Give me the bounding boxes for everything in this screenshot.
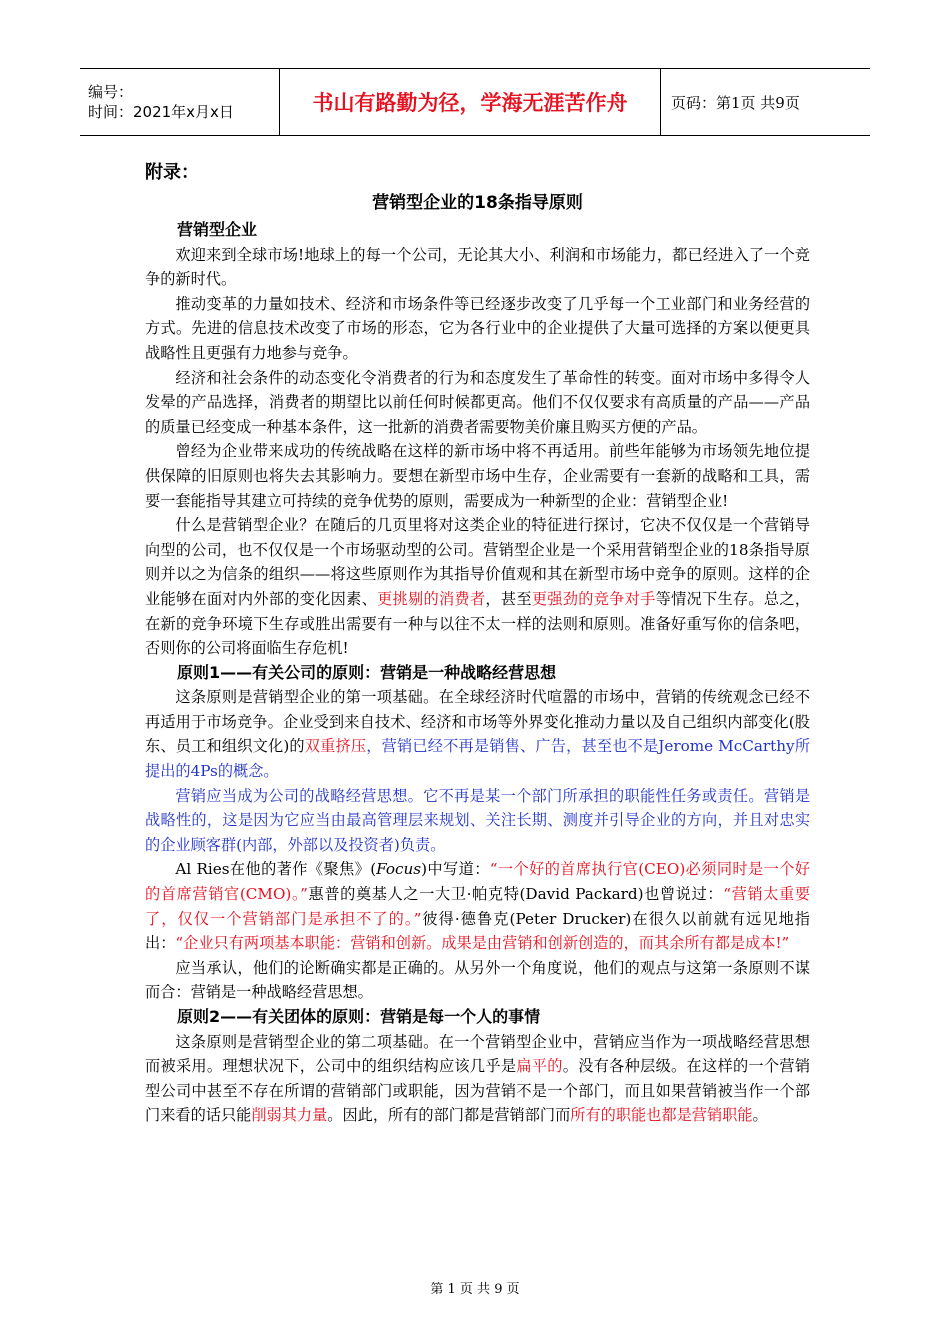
principle-1-paragraph-2: 营销应当成为公司的战略经营思想。它不再是某一个部门所承担的职能性任务或责任。营销是战略性的，这是因为它应当由最高管理层来规划、关注长期、测度并引导企业的方向，并且对忠实的企业顾客群(内部，外部以及投资者)负责。 [145, 786, 810, 854]
principle-2-heading: 原则2——有关团体的原则：营销是每一个人的事情 [177, 1007, 541, 1026]
page-footer: 第 1 页 共 9 页 [430, 1282, 520, 1297]
text-run: 。因此，所有的部门都是营销部门而 [327, 1106, 571, 1125]
highlight-red: 更挑剔的消费者 [377, 589, 486, 608]
quote-red: “一个好的首席执行官(CEO)必须同时是一个好的首席营销官(CMO)。” [145, 860, 810, 904]
text-run: )中写道： [421, 860, 490, 879]
appendix-label: 附录： [145, 162, 199, 183]
header-motto: 书山有路勤为径，学海无涯苦作舟 [280, 69, 661, 135]
principle-1-paragraph-1 [145, 685, 810, 783]
principle-1-heading: 原则1——有关公司的原则：营销是一种战略经营思想 [177, 662, 557, 682]
text-run: ， [366, 737, 382, 756]
page-header [80, 68, 870, 136]
text-run: 彼得·德鲁克(Peter Drucker)在很久以前就有远见地指出： [145, 909, 810, 953]
header-page-info: 页码：第1页 共9页 [671, 93, 800, 112]
text-run: 什么是营销型企业？在随后的几页里将对这类企业的特征进行探讨，它决不仅仅是一个营销导向型的公司，也不仅仅是一个市场驱动型的公司。营销型企业是一个采用营销型企业的18条指导原则并以之为信条的组织——将这些原则作为其指导价值观和其在新型市场中竞争的原则。这样的企业能够在面对内外部的变化因素、 [145, 516, 810, 608]
highlight-red: 扁平的 [516, 1057, 563, 1076]
principle-2-paragraph-1 [145, 1030, 810, 1128]
header-meta [80, 69, 280, 135]
intro-paragraph-4: 曾经为企业带来成功的传统战略在这样的新市场中将不再适用。前些年能够为市场领先地位提供保障的旧原则也将失去其影响力。要想在新型市场中生存，企业需要有一套新的战略和工具，需要一套能指导其建立可持续的竞争优势的原则，需要成为一种新型的企业：营销型企业! [145, 442, 810, 510]
time-label: 时间：2021年x月x日 [88, 103, 234, 121]
document-body [145, 158, 810, 1128]
text-run: Al Ries在他的著作《聚焦》( [175, 860, 377, 879]
text-run: 等情况下生存。总之，在新的竞争环境下生存或胜出需要有一种与以往不太一样的法则和原则。准备好重写你的信条吧，否则你的公司将面临生存危机! [145, 589, 811, 658]
quote-red: “营销太重要了，仅仅一个营销部门是承担不了的。” [145, 885, 811, 928]
intro-paragraph-1: 欢迎来到全球市场!地球上的每一个公司，无论其大小、利润和市场能力，都已经进入了一个竞争的新时代。 [145, 245, 810, 289]
text-run: 惠普的奠基人之一大卫·帕克特(David Packard)也曾说过： [307, 885, 724, 904]
highlight-blue: 营销已经不再是销售、广告，甚至也不是Jerome McCarthy所提出的4Ps的概念。 [145, 737, 811, 781]
section-heading: 营销型企业 [177, 220, 258, 239]
principle-1-paragraph-4: 应当承认，他们的论断确实都是正确的。从另外一个角度说，他们的观点与这第一条原则不谋而合：营销是一种战略经营思想。 [145, 958, 810, 1002]
text-run: 这条原则是营销型企业的第二项基础。在一个营销型企业中，营销应当作为一项战略经营思想而被采用。理想状况下，公司中的组织结构应该几乎是 [145, 1032, 810, 1076]
principle-1-paragraph-3 [145, 857, 810, 955]
intro-paragraph-2: 推动变革的力量如技术、经济和市场条件等已经逐步改变了几乎每一个工业部门和业务经营的方式。先进的信息技术改变了市场的形态，它为各行业中的企业提供了大量可选择的方案以便更具战略性且更强有力地参与竞争。 [145, 294, 810, 362]
number-label: 编号： [88, 83, 134, 101]
highlight-red: 更强劲的竞争对手 [531, 589, 656, 608]
intro-paragraph-3: 经济和社会条件的动态变化令消费者的行为和态度发生了革命性的转变。面对市场中多得令人发晕的产品选择，消费者的期望比以前任何时候都更高。他们不仅仅要求有高质量的产品——产品的质量已经变成一种基本条件，这一批新的消费者需要物美价廉且购买方便的产品。 [145, 368, 810, 436]
text-run: 。没有各种层级。在这样的一个营销型公司中甚至不存在所谓的营销部门或职能，因为营销不是一个部门，而且如果营销被当作一个部门来看的话只能 [145, 1057, 811, 1125]
highlight-red: 双重挤压 [304, 737, 367, 756]
text-run: 这条原则是营销型企业的第一项基础。在全球经济时代喧嚣的市场中，营销的传统观念已经不再适用于市场竞争。企业受到来自技术、经济和市场等外界变化推动力量以及自己组织内部变化(股东、员工和组织文化)的 [145, 688, 810, 756]
book-title-italic: Focus [376, 860, 422, 879]
document-title: 营销型企业的18条指导原则 [372, 193, 583, 213]
highlight-red: 削弱其力量 [251, 1106, 328, 1125]
intro-paragraph-5 [145, 513, 810, 661]
text-run: ，甚至 [485, 589, 532, 608]
quote-red: “企业只有两项基本职能：营销和创新。成果是由营销和创新创造的，而其余所有都是成本!” [175, 934, 790, 953]
text-run: 。 [752, 1106, 768, 1125]
highlight-red: 所有的职能也都是营销职能 [570, 1106, 753, 1125]
